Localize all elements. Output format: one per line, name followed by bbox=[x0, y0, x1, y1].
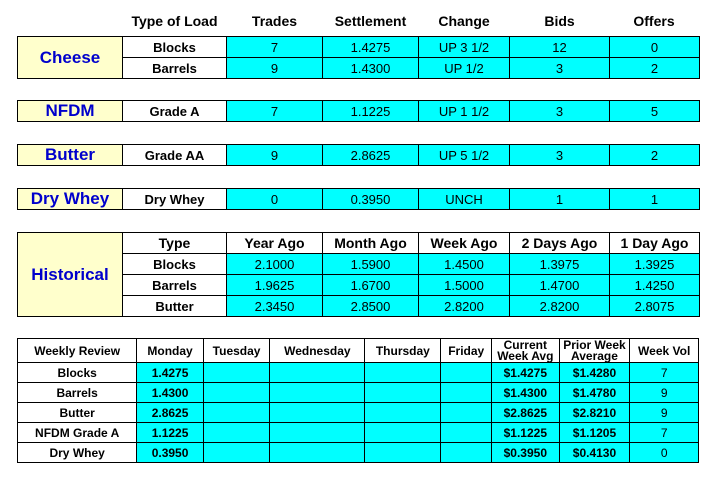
change-value: UP 5 1/2 bbox=[419, 145, 510, 166]
header-change: Change bbox=[438, 13, 490, 29]
weekly-monday-value: 0.3950 bbox=[137, 443, 204, 463]
historical-value: 1.5000 bbox=[419, 275, 510, 296]
weekly-friday-value bbox=[441, 423, 492, 443]
weekly-row-blocks bbox=[18, 363, 699, 383]
offers-value: 0 bbox=[610, 37, 700, 58]
weekly-header-prior-line1: Prior Week bbox=[563, 338, 626, 352]
weekly-prior-avg: $1.4780 bbox=[559, 383, 630, 403]
butter-label: Butter bbox=[18, 145, 123, 166]
weekly-header-thursday: Thursday bbox=[365, 339, 441, 363]
weekly-review-table bbox=[17, 338, 699, 463]
header-settlement: Settlement bbox=[334, 13, 407, 29]
settlement-value: 1.4300 bbox=[323, 58, 419, 79]
weekly-thursday-value bbox=[365, 363, 441, 383]
weekly-prior-avg: $2.8210 bbox=[559, 403, 630, 423]
weekly-tuesday-value bbox=[203, 363, 270, 383]
header-trades: Trades bbox=[251, 13, 298, 29]
weekly-current-avg: $1.4275 bbox=[492, 363, 560, 383]
weekly-header-friday: Friday bbox=[441, 339, 492, 363]
weekly-monday-value: 1.4275 bbox=[137, 363, 204, 383]
weekly-prior-avg: $1.4280 bbox=[559, 363, 630, 383]
change-value: UNCH bbox=[419, 189, 510, 210]
weekly-vol: 7 bbox=[630, 423, 699, 443]
weekly-header-current-line2: Week Avg bbox=[497, 348, 554, 363]
butter-row bbox=[18, 145, 700, 166]
weekly-monday-value: 1.1225 bbox=[137, 423, 204, 443]
historical-value: 1.9625 bbox=[227, 275, 323, 296]
load-type: Barrels bbox=[123, 58, 227, 79]
weekly-friday-value bbox=[441, 363, 492, 383]
offers-value: 2 bbox=[610, 58, 700, 79]
settlement-value: 1.4275 bbox=[323, 37, 419, 58]
weekly-row-nfdm bbox=[18, 423, 699, 443]
weekly-header-prior-line2: Average bbox=[571, 348, 618, 363]
historical-value: 1.3975 bbox=[510, 254, 610, 275]
historical-type: Barrels bbox=[123, 275, 227, 296]
weekly-row-name: Butter bbox=[18, 403, 137, 423]
weekly-wednesday-value bbox=[270, 443, 365, 463]
trades-value: 0 bbox=[227, 189, 323, 210]
weekly-wednesday-value bbox=[270, 383, 365, 403]
historical-value: 2.8500 bbox=[323, 296, 419, 317]
weekly-friday-value bbox=[441, 443, 492, 463]
historical-value: 1.5900 bbox=[323, 254, 419, 275]
historical-header-1-day-ago: 1 Day Ago bbox=[610, 233, 700, 254]
weekly-header-monday: Monday bbox=[137, 339, 204, 363]
header-bids: Bids bbox=[544, 13, 575, 29]
weekly-monday-value: 2.8625 bbox=[137, 403, 204, 423]
bids-value: 3 bbox=[510, 58, 610, 79]
weekly-header-week-vol: Week Vol bbox=[630, 339, 699, 363]
weekly-current-avg: $1.1225 bbox=[492, 423, 560, 443]
weekly-friday-value bbox=[441, 403, 492, 423]
weekly-row-name: Barrels bbox=[18, 383, 137, 403]
weekly-vol: 9 bbox=[630, 403, 699, 423]
weekly-row-drywhey bbox=[18, 443, 699, 463]
weekly-row-name: Blocks bbox=[18, 363, 137, 383]
nfdm-table bbox=[17, 100, 700, 122]
historical-header-row bbox=[18, 233, 700, 254]
historical-value: 1.3925 bbox=[610, 254, 700, 275]
weekly-tuesday-value bbox=[203, 443, 270, 463]
weekly-prior-avg: $0.4130 bbox=[559, 443, 630, 463]
change-value: UP 3 1/2 bbox=[419, 37, 510, 58]
historical-value: 2.8200 bbox=[419, 296, 510, 317]
trades-value: 7 bbox=[227, 101, 323, 122]
historical-label: Historical bbox=[18, 233, 123, 317]
historical-value: 1.4700 bbox=[510, 275, 610, 296]
weekly-tuesday-value bbox=[203, 383, 270, 403]
offers-value: 2 bbox=[610, 145, 700, 166]
drywhey-row bbox=[18, 189, 700, 210]
cheese-row-blocks bbox=[18, 37, 700, 58]
drywhey-label: Dry Whey bbox=[18, 189, 123, 210]
weekly-tuesday-value bbox=[203, 423, 270, 443]
weekly-header-current-line1: Current bbox=[503, 338, 547, 352]
weekly-header-row bbox=[18, 339, 699, 363]
weekly-current-avg: $2.8625 bbox=[492, 403, 560, 423]
load-type: Grade A bbox=[123, 101, 227, 122]
weekly-current-avg: $1.4300 bbox=[492, 383, 560, 403]
weekly-row-name: NFDM Grade A bbox=[18, 423, 137, 443]
bids-value: 1 bbox=[510, 189, 610, 210]
weekly-tuesday-value bbox=[203, 403, 270, 423]
historical-header-2-days-ago: 2 Days Ago bbox=[510, 233, 610, 254]
historical-table bbox=[17, 232, 700, 317]
historical-type: Butter bbox=[123, 296, 227, 317]
nfdm-label: NFDM bbox=[18, 101, 123, 122]
historical-value: 2.1000 bbox=[227, 254, 323, 275]
weekly-wednesday-value bbox=[270, 363, 365, 383]
change-value: UP 1/2 bbox=[419, 58, 510, 79]
drywhey-table bbox=[17, 188, 700, 210]
weekly-vol: 0 bbox=[630, 443, 699, 463]
historical-header-month-ago: Month Ago bbox=[323, 233, 419, 254]
weekly-vol: 9 bbox=[630, 383, 699, 403]
weekly-header-wednesday: Wednesday bbox=[270, 339, 365, 363]
weekly-vol: 7 bbox=[630, 363, 699, 383]
weekly-header-review: Weekly Review bbox=[18, 339, 137, 363]
offers-value: 1 bbox=[610, 189, 700, 210]
historical-value: 1.6700 bbox=[323, 275, 419, 296]
weekly-thursday-value bbox=[365, 403, 441, 423]
header-offers: Offers bbox=[633, 13, 675, 29]
trades-value: 9 bbox=[227, 145, 323, 166]
historical-header-type: Type bbox=[123, 233, 227, 254]
bids-value: 3 bbox=[510, 145, 610, 166]
historical-type: Blocks bbox=[123, 254, 227, 275]
weekly-row-barrels bbox=[18, 383, 699, 403]
settlement-value: 0.3950 bbox=[323, 189, 419, 210]
settlement-value: 1.1225 bbox=[323, 101, 419, 122]
weekly-wednesday-value bbox=[270, 403, 365, 423]
historical-value: 1.4500 bbox=[419, 254, 510, 275]
weekly-thursday-value bbox=[365, 383, 441, 403]
cheese-table bbox=[17, 36, 700, 79]
nfdm-row bbox=[18, 101, 700, 122]
historical-value: 2.3450 bbox=[227, 296, 323, 317]
weekly-thursday-value bbox=[365, 443, 441, 463]
header-type-of-load: Type of Load bbox=[131, 13, 218, 29]
historical-value: 2.8200 bbox=[510, 296, 610, 317]
settlement-value: 2.8625 bbox=[323, 145, 419, 166]
load-type: Grade AA bbox=[123, 145, 227, 166]
weekly-friday-value bbox=[441, 383, 492, 403]
load-type: Dry Whey bbox=[123, 189, 227, 210]
butter-table bbox=[17, 144, 700, 166]
load-type: Blocks bbox=[123, 37, 227, 58]
weekly-row-butter bbox=[18, 403, 699, 423]
historical-header-year-ago: Year Ago bbox=[227, 233, 323, 254]
trades-value: 7 bbox=[227, 37, 323, 58]
weekly-header-tuesday: Tuesday bbox=[203, 339, 270, 363]
weekly-monday-value: 1.4300 bbox=[137, 383, 204, 403]
bids-value: 12 bbox=[510, 37, 610, 58]
change-value: UP 1 1/2 bbox=[419, 101, 510, 122]
cheese-label: Cheese bbox=[18, 37, 123, 79]
weekly-current-avg: $0.3950 bbox=[492, 443, 560, 463]
weekly-wednesday-value bbox=[270, 423, 365, 443]
weekly-row-name: Dry Whey bbox=[18, 443, 137, 463]
weekly-thursday-value bbox=[365, 423, 441, 443]
weekly-header-current-week-avg bbox=[492, 339, 560, 363]
weekly-header-prior-week-average bbox=[559, 339, 630, 363]
offers-value: 5 bbox=[610, 101, 700, 122]
historical-header-week-ago: Week Ago bbox=[419, 233, 510, 254]
trades-value: 9 bbox=[227, 58, 323, 79]
bids-value: 3 bbox=[510, 101, 610, 122]
historical-value: 2.8075 bbox=[610, 296, 700, 317]
weekly-prior-avg: $1.1205 bbox=[559, 423, 630, 443]
historical-value: 1.4250 bbox=[610, 275, 700, 296]
